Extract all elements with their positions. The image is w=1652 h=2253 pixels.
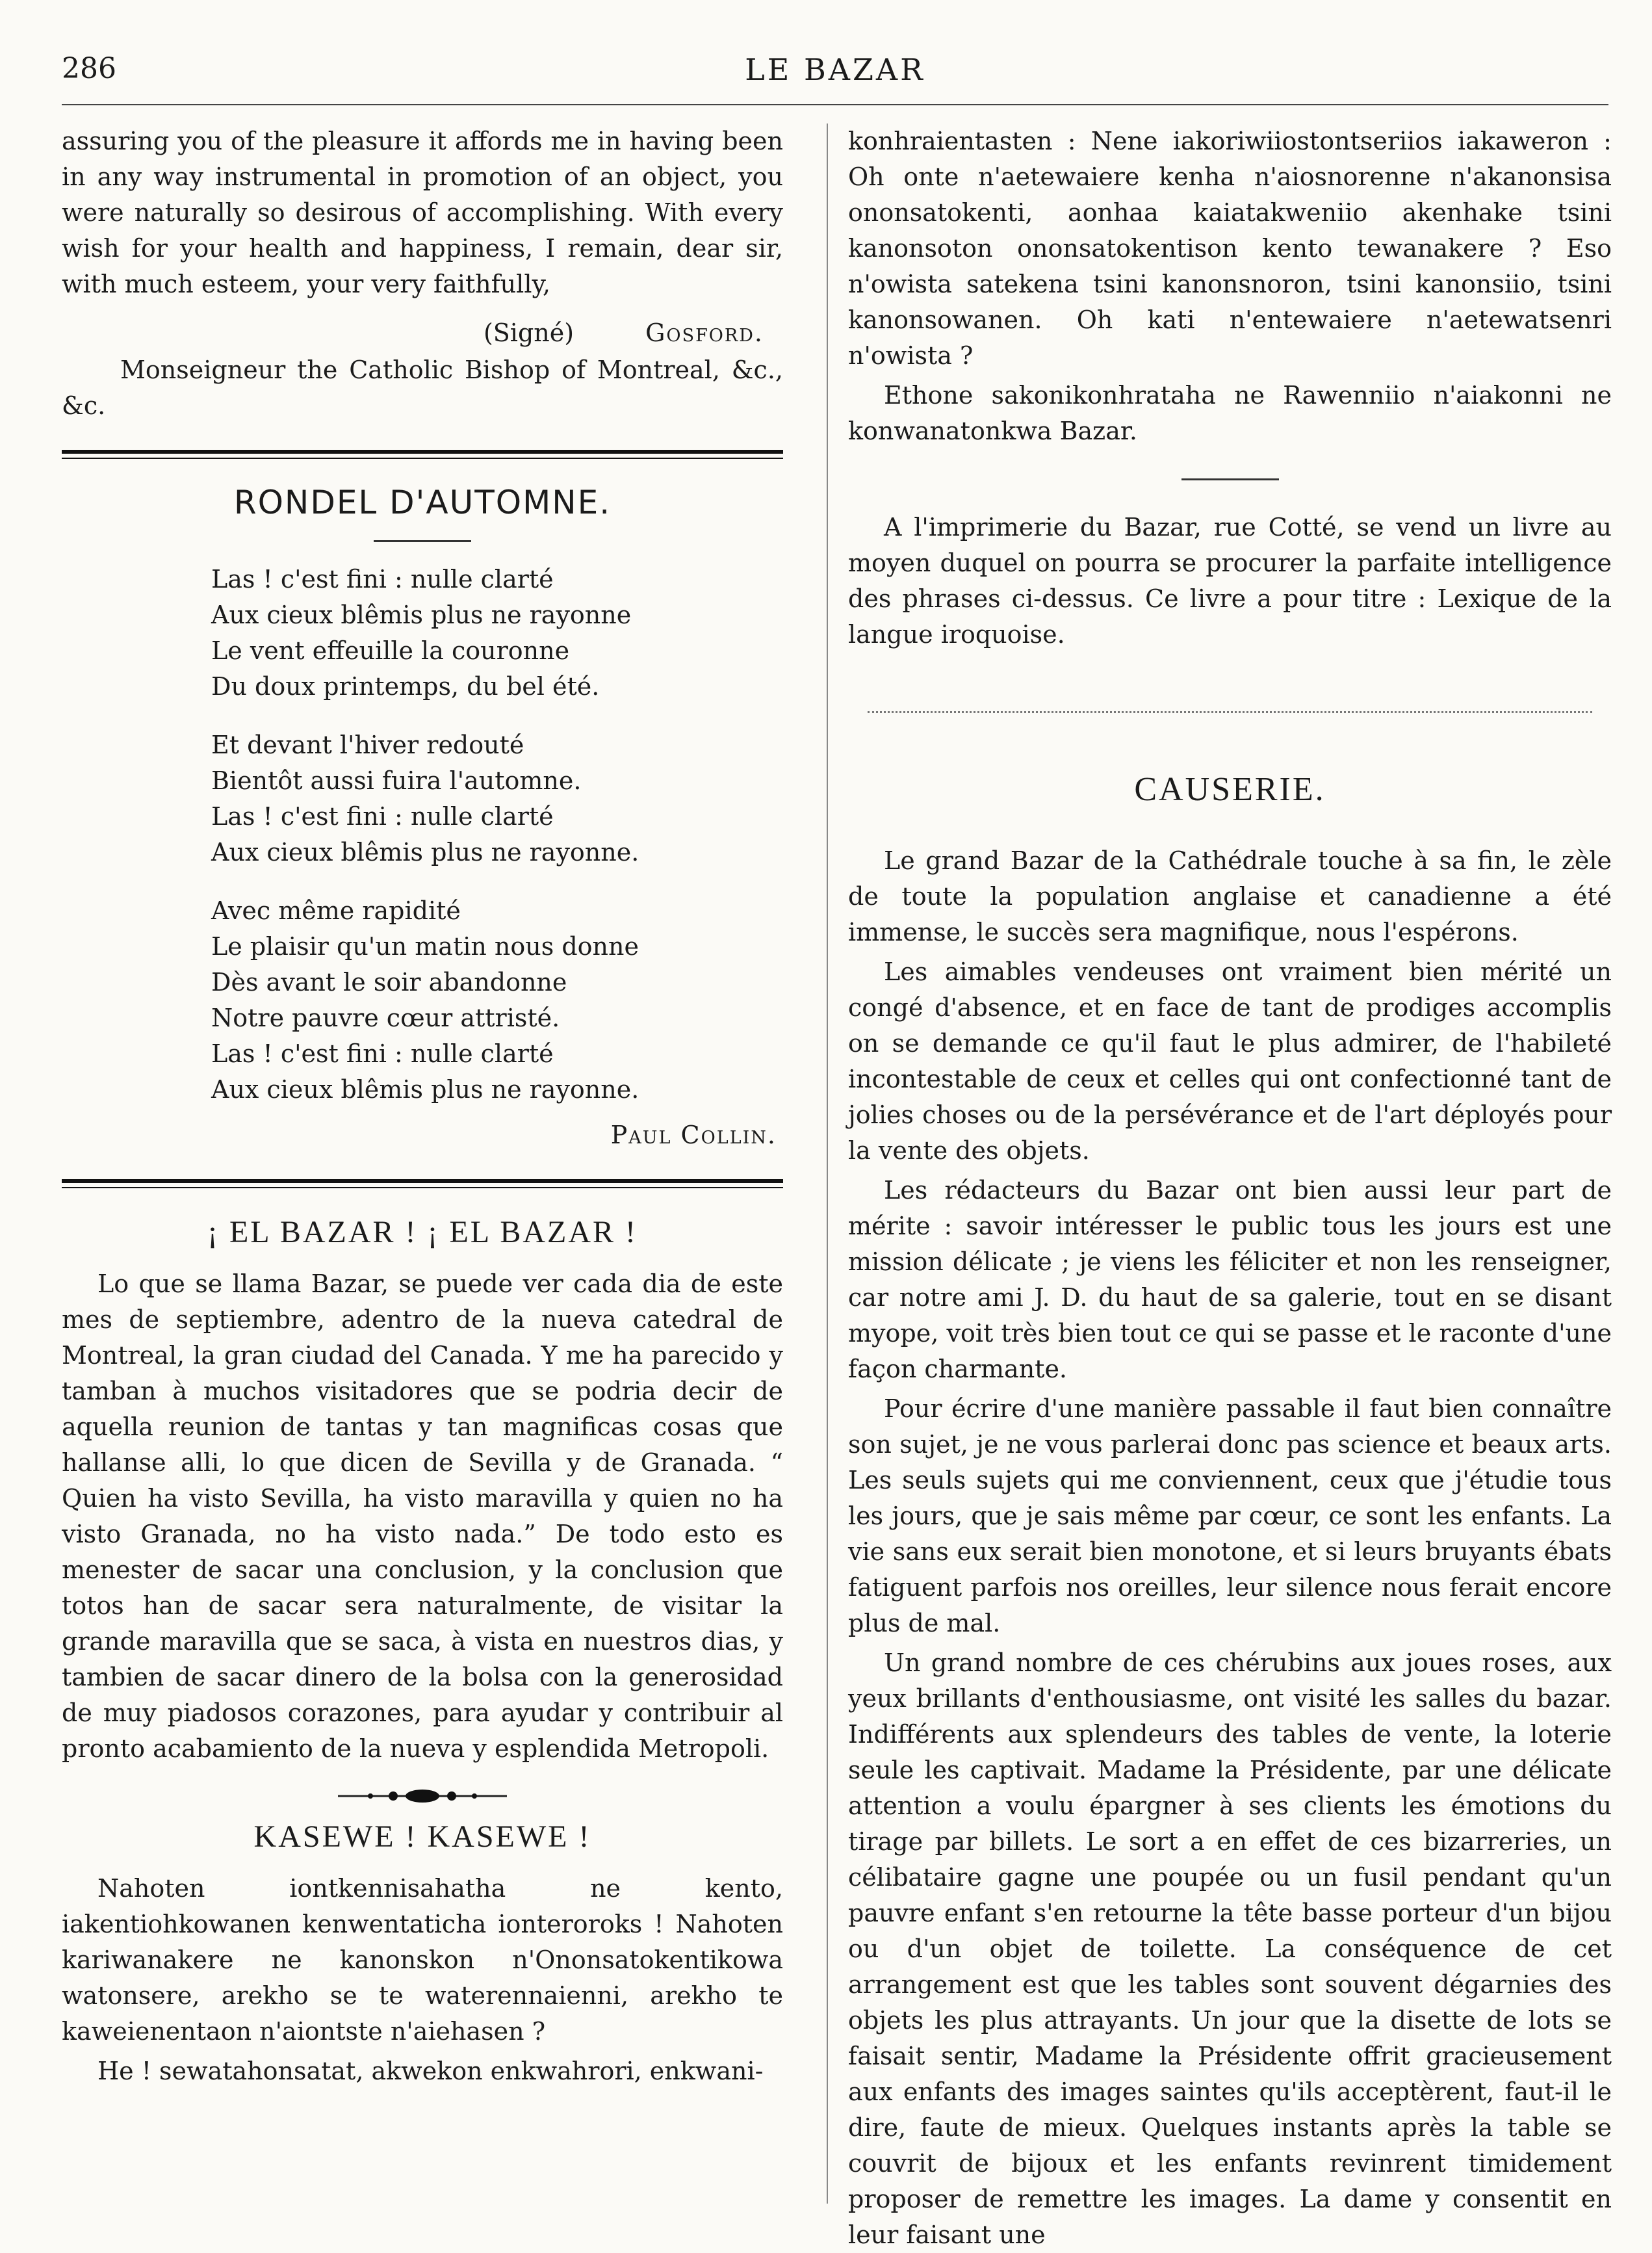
poem-stanza <box>211 727 783 870</box>
kasewe-paragraph: He ! sewatahonsatat, akwekon enkwahrori, enkwani- <box>97 2057 764 2085</box>
right-column <box>848 124 1612 2249</box>
ornament-divider <box>325 1786 520 1806</box>
el-bazar-title: ¡ EL BAZAR ! ¡ EL BAZAR ! <box>207 1215 638 1249</box>
poem-line: Notre pauvre cœur attristé. <box>211 1004 560 1032</box>
poem-stanza <box>211 562 783 705</box>
causerie-paragraph: Les rédacteurs du Bazar ont bien aussi leur part de mérite : savoir intéresser le public tous les jours est une mission délicate ; je viens les féliciter et non les renseigner, car notre ami J. D. du haut de sa galerie, tout en se disant myope, voit très bien tout ce qui se passe et le raconte d'une façon charmante. <box>848 1176 1612 1383</box>
poem-line: Bientôt aussi fuira l'automne. <box>211 766 582 795</box>
header-rule <box>62 104 1608 105</box>
letter-text: assuring you of the pleasure it affords me in having been in any way instrumental in promotion of an object, you were naturally so desirous of accomplishing. With every wish for your health and happiness, I remain, dear sir, with much esteem, your very faithfully, <box>62 127 783 298</box>
kasewe-continuation: Ethone sakonikonhrataha ne Rawenniio n'aiakonni ne konwanatonkwa Bazar. <box>848 381 1612 445</box>
title-short-rule <box>374 540 471 542</box>
signer-name: Gosford. <box>645 319 764 347</box>
page-number: 286 <box>62 52 116 85</box>
el-bazar-text: Lo que se llama Bazar, se puede ver cada dia de este mes de septiembre, adentro de la nueva catedral de Montreal, la gran ciudad del Canada. Y me ha parecido y tamban à muchos visitadores que se podria decir de aquella reunion de tantas y tan magnificas cosas que hallanse alli, lo que dicen de Sevilla y de Granada. “ Quien ha visto Sevilla, ha visto maravilla y quien no ha visto Granada, no ha visto nada.” De todo esto es menester de sacar una conclusion, y la conclusion que totos han de sacar sera naturalmente, de visitar la grande maravilla que se saca, à vista en nuestros dias, y tambien de sacar dinero de la bolsa con la generosidad de muy piadosos corazones, para ayudar y contribuir al pronto acabamiento de la nueva y esplendida Metropoli. <box>62 1270 783 1763</box>
imprimerie-notice: A l'imprimerie du Bazar, rue Cotté, se vend un livre au moyen duquel on pourra se procurer la parfaite intelligence des phrases ci-dessus. Ce livre a pour titre : Lexique de la langue iroquoise. <box>848 513 1612 649</box>
poem-line: Las ! c'est fini : nulle clarté <box>211 802 554 831</box>
running-title: LE BAZAR <box>745 52 925 87</box>
causerie-paragraph: Pour écrire d'une manière passable il faut bien connaître son sujet, je ne vous parlerai donc pas science et beaux arts. Les seuls sujets qui me conviennent, ceux que j'étudie tous les jours, que je sais même par cœur, ce sont les enfants. La vie sans eux serait bien monotone, et si leurs bruyants ébats fatiguent parfois nos oreilles, leur silence nous ferait encore plus de mal. <box>848 1394 1612 1637</box>
poem-line: Le vent effeuille la couronne <box>211 636 570 665</box>
kasewe-title: KASEWE ! KASEWE ! <box>253 1819 591 1854</box>
kasewe-continuation: konhraientasten : Nene iakoriwiiostontseriios iakaweron : Oh onte n'aetewaiere kenha n'aiosnorenne n'akanonsisa ononsatokenti, aonhaa kaiatakweniio akenhake tsini kanonsoton ononsatokentison kento tewanakere ? Eso n'owista satekena tsini kanonsnoron, tsini kanonsiio, tsini kanonsowanen. Oh kati n'entewaiere n'aetewatsenri n'owista ? <box>848 127 1612 370</box>
rondel-poem <box>62 562 783 1108</box>
signature-line <box>62 315 783 351</box>
poem-line: Dès avant le soir abandonne <box>211 968 567 996</box>
page-header <box>62 52 1608 98</box>
causerie-paragraph: Le grand Bazar de la Cathédrale touche à sa fin, le zèle de toute la population anglaise et canadienne a été immense, le succès sera magnifique, nous l'espérons. <box>848 846 1612 946</box>
poem-author: Paul Collin. <box>610 1121 777 1149</box>
rondel-title: RONDEL D'AUTOMNE. <box>233 484 612 521</box>
section-short-rule <box>1181 478 1279 480</box>
poem-stanza <box>211 893 783 1108</box>
poem-line: Le plaisir qu'un matin nous donne <box>211 932 639 961</box>
poem-line: Du doux printemps, du bel été. <box>211 672 600 701</box>
left-column <box>62 124 783 2204</box>
section-dotted-rule <box>868 711 1592 713</box>
poem-line: Aux cieux blêmis plus ne rayonne. <box>211 1075 639 1104</box>
causerie-paragraph: Les aimables vendeuses ont vraiment bien mérité un congé d'absence, et en face de tant de prodiges accomplis on se demande ce qu'il faut le plus admirer, de l'habileté incontestable de ceux et celles qui ont confectionné tant de jolies choses ou de la persévérance et de l'art déployés pour la vente des objets. <box>848 957 1612 1165</box>
poem-line: Las ! c'est fini : nulle clarté <box>211 1039 554 1068</box>
column-divider <box>827 124 828 2204</box>
section-double-rule <box>62 1179 783 1188</box>
letter-addressee: Monseigneur the Catholic Bishop of Montreal, &c., &c. <box>62 356 783 420</box>
signe-label: (Signé) <box>483 319 574 347</box>
poem-line: Avec même rapidité <box>211 896 461 925</box>
causerie-paragraph: Un grand nombre de ces chérubins aux joues roses, aux yeux brillants d'enthousiasme, ont visité les salles du bazar. Indifférents aux splendeurs des tables de vente, la loterie seule les captivait. Madame la Présidente, par une délicate attention a voulu épargner à ses clients les émotions du tirage par billets. Le sort a en effet de ces bizarreries, un célibataire gagne une poupée ou un fusil pendant qu'un pauvre enfant s'en retourne la tête basse porteur d'un bijou ou d'un objet de toilette. La conséquence de cet arrangement est que les tables sont souvent dégarnies des objets les plus attrayants. Un jour que la disette de lots se faisait sentir, Madame la Présidente offrit gracieusement aux enfants des images saintes qu'ils acceptèrent, faut-il le dire, faute de mieux. Quelques instants après la table se couvrit de bijoux et les enfants revinrent timidement proposer de remettre les images. La dame y consentit en leur faisant une <box>848 1648 1612 2249</box>
poem-line: Et devant l'hiver redouté <box>211 731 524 759</box>
section-double-rule <box>62 450 783 459</box>
causerie-title: CAUSERIE. <box>1134 771 1326 808</box>
gosford-letter <box>62 124 783 424</box>
kasewe-paragraph: Nahoten iontkennisahatha ne kento, iakentiohkowanen kenwentaticha ionteroroks ! Nahoten kariwanakere ne kanonskon n'Ononsatokentikowa watonsere, arekho se te waterennaienni, arekho te kaweienentaon n'aiontste n'aiehasen ? <box>62 1874 783 2046</box>
poem-line: Aux cieux blêmis plus ne rayonne <box>211 601 632 629</box>
poem-line: Las ! c'est fini : nulle clarté <box>211 565 554 593</box>
poem-line: Aux cieux blêmis plus ne rayonne. <box>211 838 639 866</box>
